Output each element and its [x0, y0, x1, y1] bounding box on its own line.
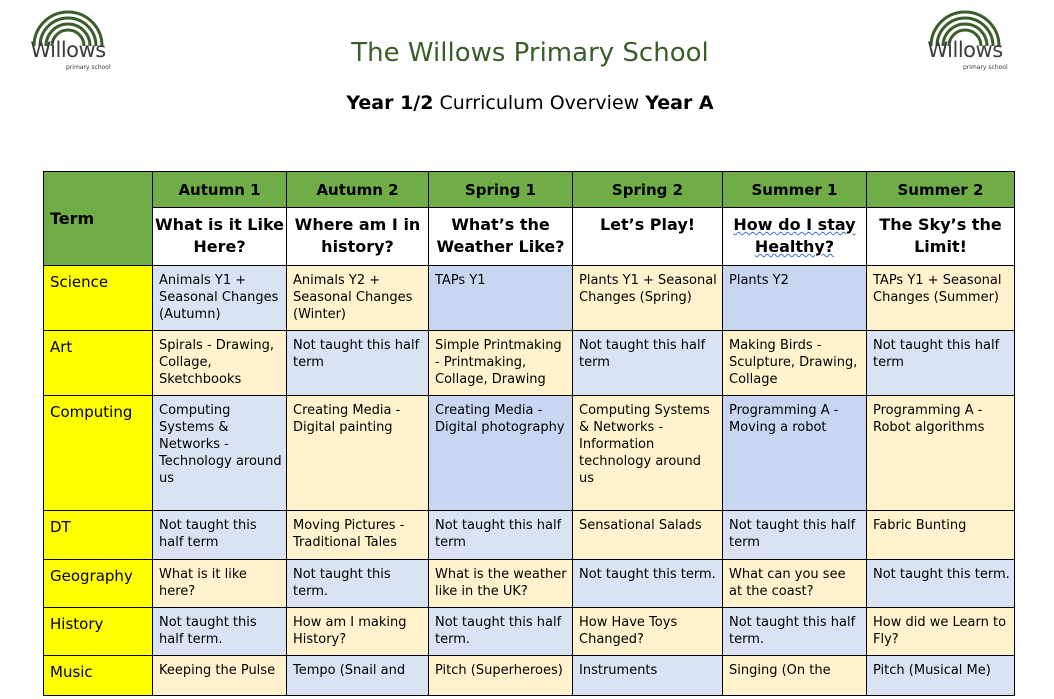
table-cell: Not taught this half term. — [723, 608, 867, 656]
table-cell: Fabric Bunting — [867, 511, 1015, 560]
table-cell: Not taught this half term — [429, 511, 573, 560]
table-cell: Not taught this term. — [867, 560, 1015, 608]
table-row — [44, 396, 1015, 511]
table-cell: Not taught this term. — [287, 560, 429, 608]
table-cell: Programming A - Robot algorithms — [867, 396, 1015, 511]
subtitle-year: Year 1/2 — [346, 92, 434, 114]
logo-subtext: primary school — [66, 64, 111, 71]
term-summer-2: Summer 2 — [867, 172, 1015, 208]
table-cell: Sensational Salads — [573, 511, 723, 560]
table-cell: What is it like here? — [153, 560, 287, 608]
table-cell: Not taught this term. — [573, 560, 723, 608]
table-cell: Instruments — [573, 656, 723, 696]
table-cell: Pitch (Superheroes) — [429, 656, 573, 696]
table-cell: What can you see at the coast? — [723, 560, 867, 608]
table-cell: Animals Y2 + Seasonal Changes (Winter) — [287, 266, 429, 331]
logo-text: Willows — [30, 38, 106, 62]
table-cell: How did we Learn to Fly? — [867, 608, 1015, 656]
topic-cell: The Sky’s the Limit! — [867, 208, 1015, 266]
table-cell: Not taught this half term — [723, 511, 867, 560]
table-row — [44, 656, 1015, 696]
table-cell: Pitch (Musical Me) — [867, 656, 1015, 696]
subject-label: Geography — [44, 560, 153, 608]
table-cell: How Have Toys Changed? — [573, 608, 723, 656]
term-autumn-1: Autumn 1 — [153, 172, 287, 208]
table-row — [44, 266, 1015, 331]
topic-row — [44, 208, 1015, 266]
table-cell: Creating Media - Digital painting — [287, 396, 429, 511]
subtitle-middle: Curriculum Overview — [433, 92, 646, 114]
table-cell: Singing (On the — [723, 656, 867, 696]
table-cell: Not taught this half term — [287, 331, 429, 396]
table-cell: TAPs Y1 + Seasonal Changes (Summer) — [867, 266, 1015, 331]
table-cell: Keeping the Pulse — [153, 656, 287, 696]
table-cell: Making Birds - Sculpture, Drawing, Collage — [723, 331, 867, 396]
topic-cell: Where am I in history? — [287, 208, 429, 266]
table-cell: What is the weather like in the UK? — [429, 560, 573, 608]
table-cell: Tempo (Snail and — [287, 656, 429, 696]
table-row — [44, 511, 1015, 560]
table-cell: Not taught this half term — [153, 511, 287, 560]
subject-label: History — [44, 608, 153, 656]
subject-label: Music — [44, 656, 153, 696]
table-cell: Not taught this half term — [573, 331, 723, 396]
table-cell: TAPs Y1 — [429, 266, 573, 331]
term-header-row — [44, 172, 1015, 208]
table-row — [44, 331, 1015, 396]
subtitle-year-a: Year A — [645, 92, 714, 114]
term-spring-2: Spring 2 — [573, 172, 723, 208]
school-title: The Willows Primary School — [351, 38, 709, 68]
table-row — [44, 608, 1015, 656]
table-cell: Programming A - Moving a robot — [723, 396, 867, 511]
table-cell: Not taught this half term. — [429, 608, 573, 656]
table-cell: Plants Y1 + Seasonal Changes (Spring) — [573, 266, 723, 331]
table-cell: Computing Systems & Networks - Information technology around us — [573, 396, 723, 511]
term-autumn-2: Autumn 2 — [287, 172, 429, 208]
term-summer-1: Summer 1 — [723, 172, 867, 208]
table-cell: Moving Pictures - Traditional Tales — [287, 511, 429, 560]
curriculum-table — [43, 171, 1015, 696]
subject-label: DT — [44, 511, 153, 560]
topic-cell: Let’s Play! — [573, 208, 723, 266]
table-cell: How am I making History? — [287, 608, 429, 656]
topic-text: How do I stay Healthy? — [733, 215, 856, 256]
logo-text: Willows — [927, 38, 1003, 62]
topic-cell: What is it Like Here? — [153, 208, 287, 266]
table-cell: Creating Media - Digital photography — [429, 396, 573, 511]
table-cell: Computing Systems & Networks - Technology around us — [153, 396, 287, 511]
subject-label: Art — [44, 331, 153, 396]
subject-label: Science — [44, 266, 153, 331]
table-cell: Simple Printmaking - Printmaking, Collage, Drawing — [429, 331, 573, 396]
table-cell: Not taught this half term — [867, 331, 1015, 396]
page-subtitle — [0, 92, 1054, 114]
term-label: Term — [44, 172, 153, 266]
logo-subtext: primary school — [963, 64, 1008, 71]
topic-cell: What’s the Weather Like? — [429, 208, 573, 266]
term-spring-1: Spring 1 — [429, 172, 573, 208]
table-row — [44, 560, 1015, 608]
table-cell: Animals Y1 + Seasonal Changes (Autumn) — [153, 266, 287, 331]
table-cell: Plants Y2 — [723, 266, 867, 331]
subject-label: Computing — [44, 396, 153, 511]
table-cell: Not taught this half term. — [153, 608, 287, 656]
topic-cell — [723, 208, 867, 266]
table-cell: Spirals - Drawing, Collage, Sketchbooks — [153, 331, 287, 396]
